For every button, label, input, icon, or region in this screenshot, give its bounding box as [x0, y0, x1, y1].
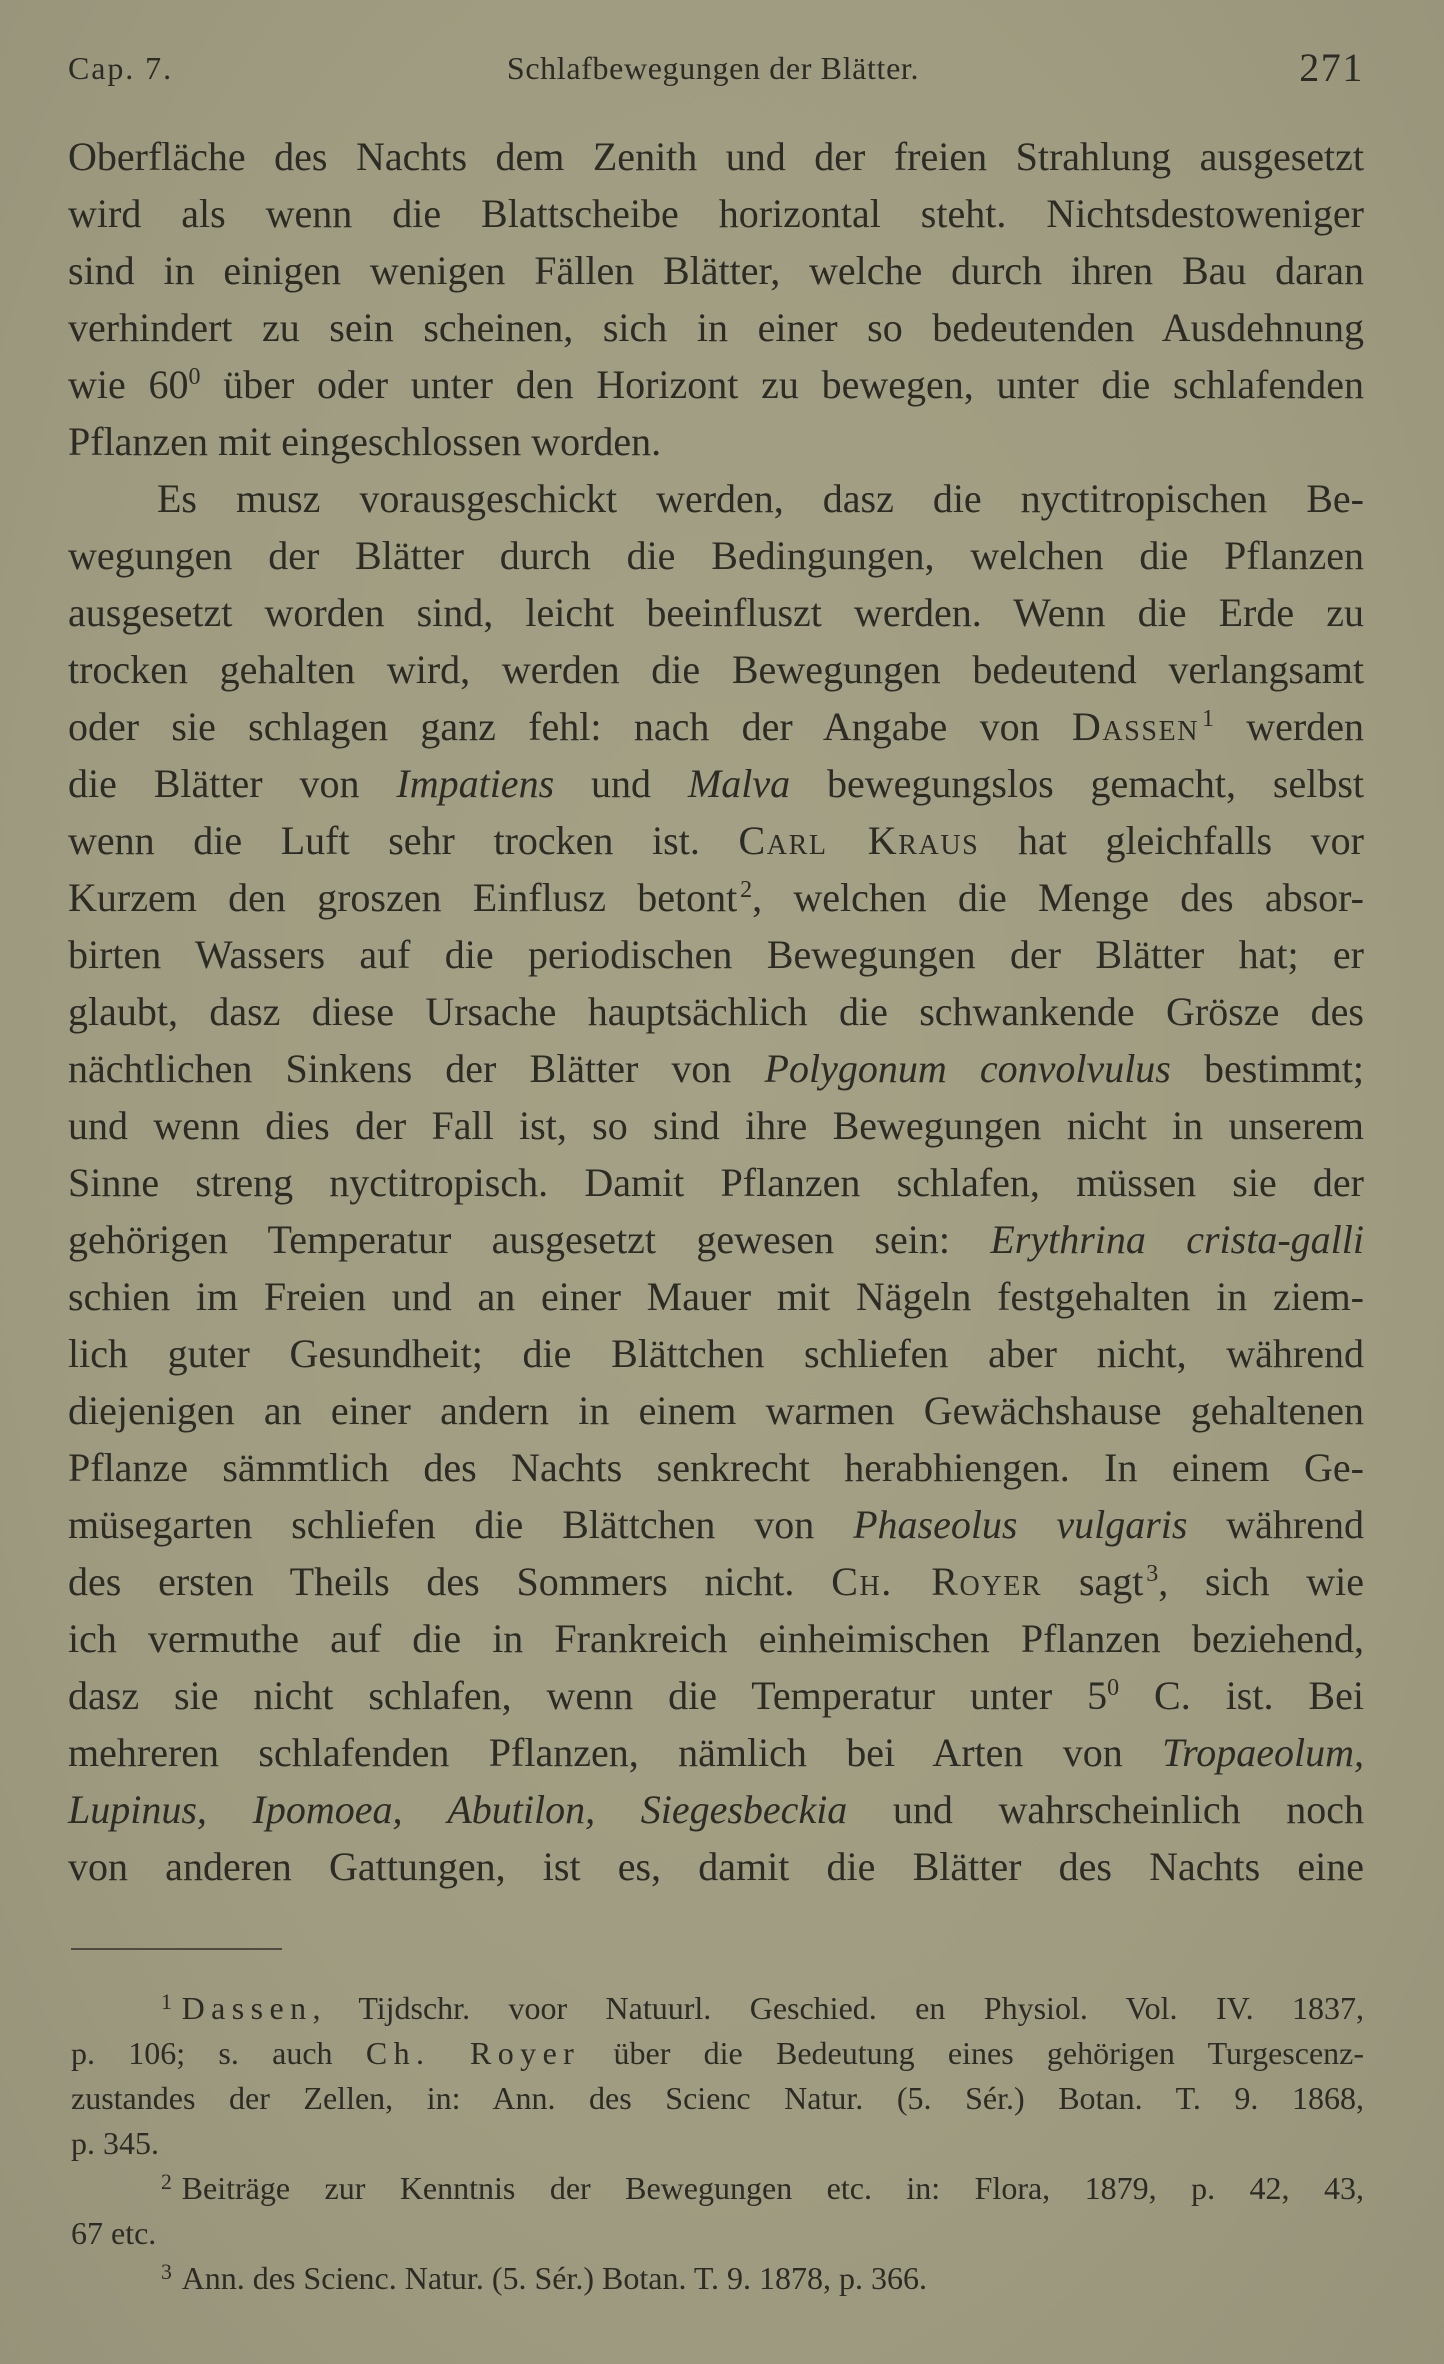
text-run: , welchen die Menge des absor-	[752, 875, 1364, 920]
text-run: glaubt, dasz diese Ursache hauptsächlich die schwankende Grösze des	[68, 989, 1364, 1034]
footnote-reference: 1	[1201, 705, 1214, 732]
text-run: und wenn dies der Fall ist, so sind ihre Bewegungen nicht in unserem	[68, 1103, 1364, 1148]
text-run: wie 60	[68, 362, 189, 407]
body-line	[68, 527, 1364, 584]
spaced-author-name: Ch. Royer	[365, 2035, 581, 2071]
small-caps-name: Carl Kraus	[738, 818, 980, 863]
body-line	[68, 1382, 1364, 1439]
body-line	[68, 983, 1364, 1040]
text-run: trocken gehalten wird, werden die Bewegungen bedeutend verlangsamt	[68, 647, 1364, 692]
text-run: dasz sie nicht schlafen, wenn die Temperatur unter 5	[68, 1673, 1108, 1718]
text-run: bewegungslos gemacht, selbst	[790, 761, 1365, 806]
text-run: 67 etc.	[71, 2215, 157, 2251]
footnote-reference: 3	[1146, 1560, 1159, 1587]
italic-text: Impatiens	[396, 761, 555, 806]
text-run: über die Bedeutung eines gehörigen Turgescenz-	[580, 2035, 1365, 2071]
body-line	[68, 1781, 1364, 1838]
footnote-line	[71, 1986, 1364, 2031]
text-run: werden	[1213, 704, 1365, 749]
body-line	[68, 1667, 1364, 1724]
text-run: des ersten Theils des Sommers nicht.	[68, 1559, 832, 1604]
body-line	[68, 1439, 1364, 1496]
text-run: Beiträge zur Kenntnis der Bewegungen etc. in: Flora, 1879, p. 42, 43,	[181, 2170, 1364, 2206]
body-text	[68, 128, 1364, 1895]
text-run: müsegarten schliefen die Blättchen von	[68, 1502, 854, 1547]
text-run: ich vermuthe auf die in Frankreich einheimischen Pflanzen beziehend,	[68, 1616, 1364, 1661]
body-line	[68, 1097, 1364, 1154]
text-run: und	[554, 761, 688, 806]
text-run: die Blätter von	[68, 761, 397, 806]
body-line	[68, 1211, 1364, 1268]
footnote-line	[71, 2121, 1364, 2166]
footnote-rule	[71, 1948, 282, 1950]
degree-superscript: 0	[188, 363, 201, 390]
body-line	[68, 1553, 1364, 1610]
text-run: Ann. des Scienc. Natur. (5. Sér.) Botan. T. 9. 1878, p. 366.	[181, 2260, 928, 2296]
italic-text: Tropaeolum,	[1162, 1730, 1364, 1775]
footnote-line	[71, 2256, 1364, 2301]
text-run: nächtlichen Sinkens der Blätter von	[68, 1046, 765, 1091]
text-run: und wahrscheinlich noch	[847, 1787, 1364, 1832]
small-caps-name: Ch. Royer	[831, 1559, 1043, 1604]
body-line	[68, 242, 1364, 299]
footnote-number: 3	[161, 2260, 172, 2285]
body-line	[68, 1838, 1364, 1895]
body-line	[68, 1325, 1364, 1382]
body-line	[68, 128, 1364, 185]
text-run: p. 345.	[71, 2125, 159, 2161]
text-run: diejenigen an einer andern in einem warmen Gewächshause gehaltenen	[68, 1388, 1364, 1433]
body-line	[68, 356, 1364, 413]
text-run: Es musz vorausgeschickt werden, dasz die nyctitropischen Be-	[157, 476, 1364, 521]
body-line	[68, 755, 1364, 812]
body-line	[68, 1268, 1364, 1325]
text-run: p. 106; s. auch	[71, 2035, 366, 2071]
text-run: , sich wie	[1158, 1559, 1365, 1604]
text-run: lich guter Gesundheit; die Blättchen schliefen aber nicht, während	[68, 1331, 1364, 1376]
footnotes	[71, 1986, 1364, 2301]
body-line	[68, 299, 1364, 356]
page-number: 271	[1299, 45, 1364, 90]
text-run: C. ist. Bei	[1119, 1673, 1364, 1718]
degree-superscript: 0	[1107, 1674, 1120, 1701]
text-run: wegungen der Blätter durch die Bedingungen, welchen die Pflanzen	[68, 533, 1364, 578]
text-run: Oberfläche des Nachts dem Zenith und der freien Strahlung ausgesetzt	[68, 134, 1364, 179]
body-line	[68, 1040, 1364, 1097]
text-run: Pflanze sämmtlich des Nachts senkrecht herabhiengen. In einem Ge-	[68, 1445, 1364, 1490]
chapter-label: Cap. 7.	[68, 50, 173, 86]
running-title: Schlafbewegungen der Blätter.	[506, 50, 920, 86]
footnote-line	[71, 2076, 1364, 2121]
text-run: Sinne streng nyctitropisch. Damit Pflanzen schlafen, müssen sie der	[68, 1160, 1364, 1205]
text-run: , Tijdschr. voor Natuurl. Geschied. en Physiol. Vol. IV. 1837,	[312, 1990, 1364, 2026]
italic-text: Malva	[687, 761, 791, 806]
text-run: zustandes der Zellen, in: Ann. des Scienc Natur. (5. Sér.) Botan. T. 9. 1868,	[71, 2080, 1364, 2116]
small-caps-name: Dassen	[1071, 704, 1200, 749]
body-line	[68, 1154, 1364, 1211]
text-run: wenn die Luft sehr trocken ist.	[68, 818, 739, 863]
text-run: während	[1187, 1502, 1365, 1547]
body-line	[68, 1724, 1364, 1781]
footnote-line	[71, 2031, 1364, 2076]
body-line	[68, 698, 1364, 755]
body-line	[68, 641, 1364, 698]
body-line	[68, 413, 1364, 470]
body-line	[68, 1610, 1364, 1667]
body-line	[68, 926, 1364, 983]
text-run: verhindert zu sein scheinen, sich in einer so bedeutenden Ausdehnung	[68, 305, 1364, 350]
body-line	[68, 869, 1364, 926]
text-run: schien im Freien und an einer Mauer mit Nägeln festgehalten in ziem-	[68, 1274, 1364, 1319]
text-run: von anderen Gattungen, ist es, damit die Blätter des Nachts eine	[68, 1844, 1364, 1889]
text-run: birten Wassers auf die periodischen Bewegungen der Blätter hat; er	[68, 932, 1364, 977]
text-run: ausgesetzt worden sind, leicht beeinfluszt werden. Wenn die Erde zu	[68, 590, 1364, 635]
spaced-author-name: Dassen	[181, 1990, 313, 2026]
text-run: mehreren schlafenden Pflanzen, nämlich bei Arten von	[68, 1730, 1163, 1775]
body-line	[68, 1496, 1364, 1553]
italic-text: Lupinus, Ipomoea, Abutilon, Siegesbeckia	[68, 1787, 848, 1832]
body-line	[68, 584, 1364, 641]
footnote-line	[71, 2211, 1364, 2256]
footnote-reference: 2	[740, 876, 753, 903]
text-run: bestimmt;	[1170, 1046, 1364, 1091]
italic-text: Polygonum convolvulus	[764, 1046, 1171, 1091]
text-run: über oder unter den Horizont zu bewegen, unter die schlafenden	[200, 362, 1364, 407]
footnote-number: 2	[161, 2170, 172, 2195]
text-run: sind in einigen wenigen Fällen Blätter, welche durch ihren Bau daran	[68, 248, 1364, 293]
body-line	[68, 812, 1364, 869]
text-run: hat gleichfalls vor	[979, 818, 1364, 863]
italic-text: Erythrina crista-galli	[990, 1217, 1365, 1262]
footnote-number: 1	[161, 1990, 172, 2015]
text-run: Pflanzen mit eingeschlossen worden.	[68, 419, 662, 464]
text-run: oder sie schlagen ganz fehl: nach der Angabe von	[68, 704, 1072, 749]
text-run: gehörigen Temperatur ausgesetzt gewesen sein:	[68, 1217, 991, 1262]
footnote-line	[71, 2166, 1364, 2211]
text-run: Kurzem den groszen Einflusz betont	[68, 875, 738, 920]
text-run: wird als wenn die Blattscheibe horizontal steht. Nichtsdestoweniger	[68, 191, 1364, 236]
text-run: sagt	[1042, 1559, 1144, 1604]
body-line	[68, 185, 1364, 242]
body-line	[68, 470, 1364, 527]
italic-text: Phaseolus vulgaris	[853, 1502, 1188, 1547]
